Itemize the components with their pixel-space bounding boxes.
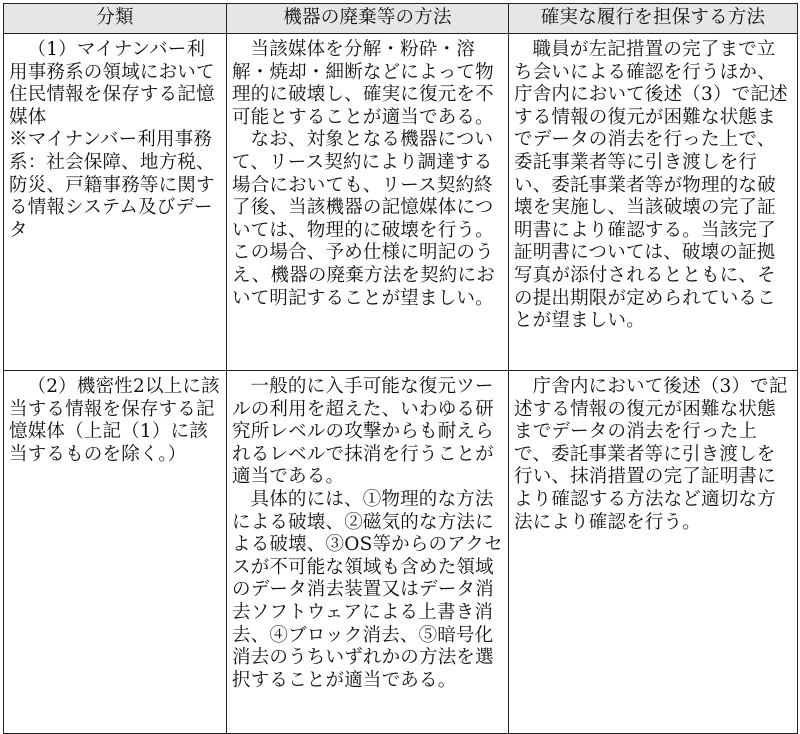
category-note: ※マイナンバー利用事務系：社会保障、地方税、防災、戸籍事務等に関する情報システム及びデータ: [9, 129, 215, 241]
method-paragraph: 一般的に入手可能な復元ツールの利用を超えた、いわゆる研究所レベルの攻撃からも耐えられるレベルで抹消を行うことが適当である。: [232, 376, 494, 488]
method-paragraph: なお、対象となる機器について、リース契約により調達する場合においても、リース契約終了後、当該機器の記憶媒体については、物理的に破壊を行う。この場合、予め仕様に明記のうえ、機器の廃棄方法を契約において明記することが望ましい。: [232, 129, 495, 309]
row-assurance-cell: [509, 34, 798, 371]
table-row: [4, 371, 798, 734]
table-row: [4, 34, 798, 371]
header-category: 分類: [4, 4, 227, 34]
category-text: （1）マイナンバー利用事務系の領域において住民情報を保存する記憶媒体: [9, 39, 215, 128]
method-paragraph: 当該媒体を分解・粉砕・溶解・焼却・細断などによって物理的に破壊し、確実に復元を不可能とすることが適当である。: [232, 39, 494, 128]
row-category-cell: [4, 371, 227, 734]
row-assurance-cell: [509, 371, 798, 734]
category-text: （2）機密性2以上に該当する情報を保存する記憶媒体（上記（1）に該当するものを除く。）: [9, 376, 220, 465]
row-category-cell: [4, 34, 227, 371]
row-method-cell: [227, 34, 509, 371]
assurance-paragraph: 職員が左記措置の完了まで立ち会いによる確認を行うほか、庁舎内において後述（3）で記述する情報の復元が困難な状態までデータの消去を行った上で、委託事業者等に引き渡しを行い、委託事業者等が物理的な破壊を実施し、当該破壊の完了証明書により確認する。当該完了証明書については、破壊の証拠写真が添付されるとともに、その提出期限が定められていることが望ましい。: [514, 39, 788, 332]
header-disposal-method: 機器の廃棄等の方法: [227, 4, 509, 34]
disposal-table-wrapper: [3, 3, 798, 734]
disposal-methods-table: [3, 3, 798, 734]
header-assurance-method: 確実な履行を担保する方法: [509, 4, 798, 34]
assurance-paragraph: 庁舎内において後述（3）で記述する情報の復元が困難な状態までデータの消去を行った上で、委託事業者等に引き渡しを行い、抹消措置の完了証明書により確認する方法など適切な方法により確認を行う。: [514, 376, 788, 533]
row-method-cell: [227, 371, 509, 734]
table-header-row: [4, 4, 798, 34]
method-paragraph: 具体的には、①物理的な方法による破壊、②磁気的な方法による破壊、③OS等からのアクセスが不可能な領域も含めた領域のデータ消去装置又はデータ消去ソフトウェアによる上書き消去、④ブロック消去、⑤暗号化消去のうちいずれかの方法を選択することが適当である。: [232, 488, 503, 691]
